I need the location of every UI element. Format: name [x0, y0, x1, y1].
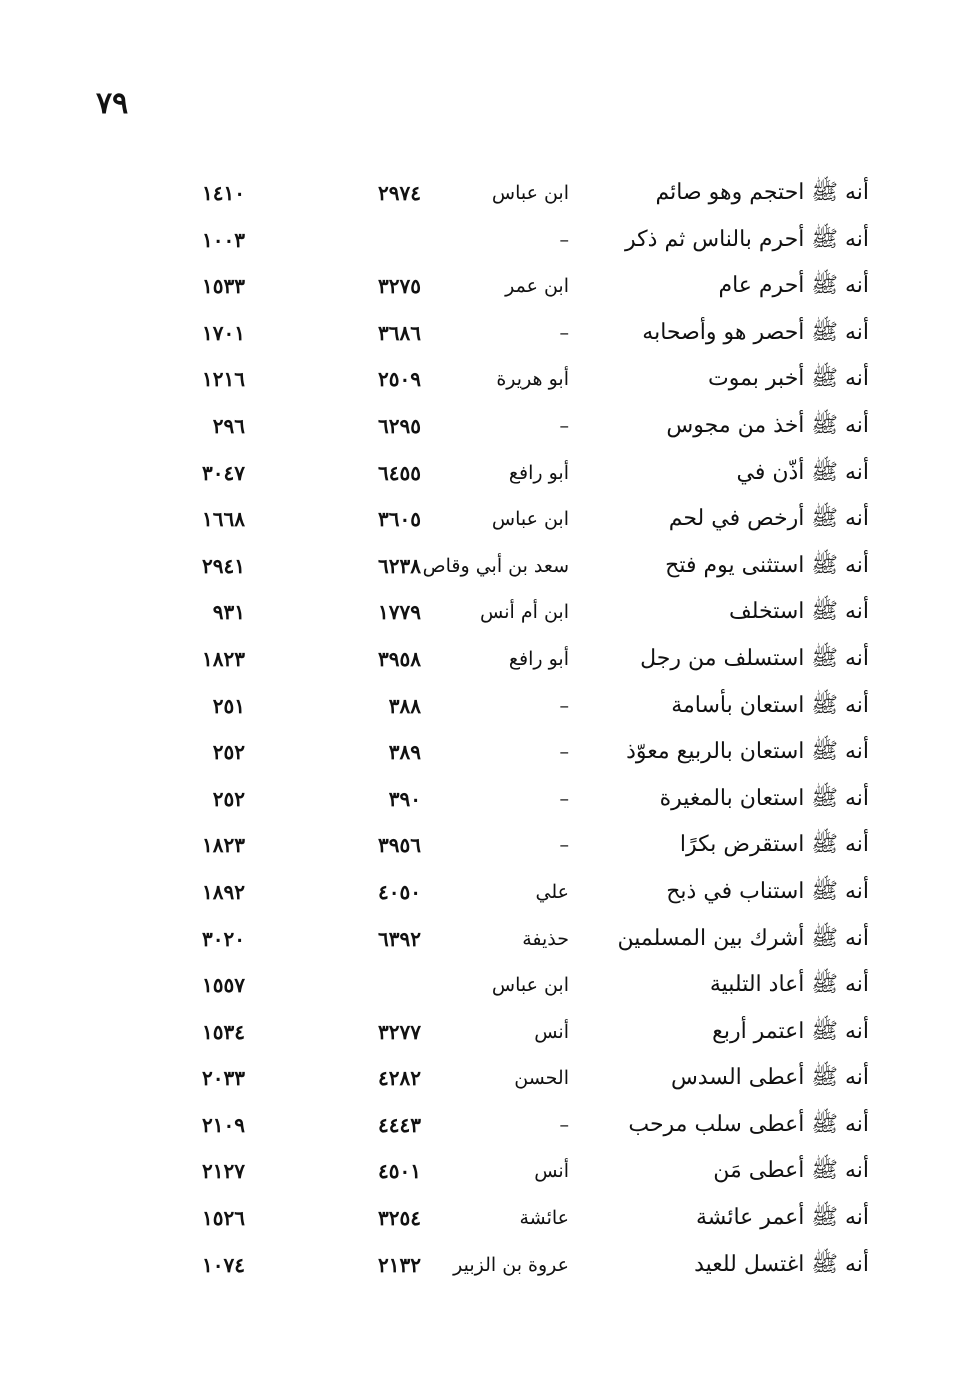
- page-reference: ٣٠٢٠: [202, 926, 245, 951]
- page-reference: ٢٩٤١: [202, 553, 245, 578]
- narrator-name: أبو رافع: [508, 461, 569, 484]
- hadith-text: أنه ﷺ اعتمر أربع: [712, 1018, 869, 1044]
- hadith-text: أنه ﷺ أخذ من مجوس: [666, 412, 869, 438]
- index-row: [0, 1055, 957, 1102]
- hadith-number: ٣٢٧٧: [378, 1019, 421, 1044]
- hadith-number: ٤٥٠١: [378, 1159, 421, 1184]
- page-reference: ٢٥١: [212, 693, 245, 718]
- narrator-name: حذيفة: [522, 927, 569, 950]
- index-row: [0, 403, 957, 450]
- hadith-number: ٣٦٨٦: [378, 320, 421, 345]
- narrator-name: أنس: [534, 1160, 569, 1183]
- narrator-name: –: [559, 321, 569, 344]
- index-row: [0, 1148, 957, 1195]
- index-row: [0, 1195, 957, 1242]
- page-reference: ٢٥٢: [212, 740, 245, 765]
- narrator-name: علي: [535, 880, 569, 903]
- hadith-text: أنه ﷺ أعمر عائشة: [695, 1205, 869, 1231]
- narrator-name: عروة بن الزبير: [453, 1253, 569, 1276]
- index-row: [0, 869, 957, 916]
- narrator-name: –: [559, 741, 569, 764]
- hadith-number: ٦٢٩٥: [378, 413, 421, 438]
- hadith-number: ٦٣٩٢: [378, 926, 421, 951]
- index-row: [0, 356, 957, 403]
- hadith-text: أنه ﷺ أرخص في لحم: [668, 506, 869, 532]
- page-reference: ٢٥٢: [212, 786, 245, 811]
- hadith-number: ٣٢٧٥: [378, 274, 421, 299]
- page-reference: ١٨٢٣: [202, 833, 245, 858]
- hadith-text: أنه ﷺ استعان بأسامة: [671, 692, 869, 718]
- index-row: [0, 683, 957, 730]
- page-reference: ١٤١٠: [202, 181, 245, 205]
- hadith-number: ٢٩٧٤: [378, 181, 421, 205]
- hadith-text: أنه ﷺ استقرض بكرًا: [679, 832, 869, 858]
- page-reference: ١٠٧٤: [202, 1252, 245, 1277]
- hadith-number: ١٧٧٩: [378, 600, 421, 625]
- hadith-text: أنه ﷺ أحصر هو وأصحابه: [642, 319, 869, 345]
- hadith-text: أنه ﷺ أعطى السدس: [670, 1065, 869, 1091]
- hadith-index-table: [0, 170, 957, 1288]
- hadith-text: أنه ﷺ أحرم بالناس ثم ذكر: [625, 226, 869, 252]
- page-reference: ١٠٠٣: [202, 227, 245, 252]
- narrator-name: –: [559, 694, 569, 717]
- index-row: [0, 636, 957, 683]
- page-reference: ٣٠٤٧: [202, 460, 245, 485]
- narrator-name: ابن عباس: [491, 974, 569, 997]
- narrator-name: أبو رافع: [508, 647, 569, 670]
- page-reference: ١٧٠١: [202, 320, 245, 345]
- index-row: [0, 589, 957, 636]
- hadith-text: أنه ﷺ أعاد التلبية: [709, 972, 869, 998]
- hadith-text: أنه ﷺ استسلف من رجل: [640, 645, 869, 671]
- hadith-number: ٦٤٥٥: [378, 460, 421, 485]
- index-row: [0, 217, 957, 264]
- narrator-name: –: [559, 1113, 569, 1136]
- index-row: [0, 496, 957, 543]
- index-row: [0, 776, 957, 823]
- hadith-text: أنه ﷺ أعطى مَن: [713, 1158, 869, 1184]
- page-reference: ١٥٥٧: [202, 973, 245, 998]
- page-reference: ١٨٢٣: [202, 646, 245, 671]
- hadith-text: أنه ﷺ استناب في ذبح: [666, 878, 869, 904]
- narrator-name: أبو هريرة: [496, 368, 569, 391]
- page-reference: ٢١٠٩: [202, 1112, 245, 1137]
- hadith-text: أنه ﷺ استعان بالمغيرة: [659, 785, 869, 811]
- narrator-name: ابن عباس: [491, 182, 569, 204]
- narrator-name: –: [559, 834, 569, 857]
- hadith-text: أنه ﷺ استعان بالربيع معوّذ: [626, 739, 869, 765]
- hadith-number: ٣٩٠: [388, 786, 421, 811]
- page-reference: ١٥٣٤: [202, 1019, 245, 1044]
- hadith-text: أنه ﷺ احتجم وهو صائم: [655, 180, 869, 205]
- index-row: [0, 450, 957, 497]
- index-row: [0, 543, 957, 590]
- index-row: [0, 1242, 957, 1289]
- page-reference: ١٦٦٨: [202, 507, 245, 532]
- page-reference: ٩٣١: [212, 600, 245, 625]
- hadith-number: ٤٤٤٣: [378, 1112, 421, 1137]
- narrator-name: ابن عباس: [491, 508, 569, 531]
- narrator-name: سعد بن أبي وقاص: [422, 554, 569, 577]
- hadith-text: أنه ﷺ أخبر بموت: [708, 366, 869, 392]
- page-reference: ٢٠٣٣: [202, 1066, 245, 1091]
- index-row: [0, 170, 957, 217]
- index-row: [0, 263, 957, 310]
- hadith-number: ٤٠٥٠: [378, 879, 421, 904]
- page-reference: ١٥٢٦: [202, 1206, 245, 1231]
- hadith-text: أنه ﷺ استثنى يوم فتح: [665, 552, 869, 578]
- page-reference: ١٥٣٣: [202, 274, 245, 299]
- hadith-text: أنه ﷺ أشرك بين المسلمين: [617, 925, 869, 951]
- narrator-name: أنس: [534, 1020, 569, 1043]
- hadith-number: ٣٢٥٤: [378, 1206, 421, 1231]
- hadith-text: أنه ﷺ أذّن في: [736, 459, 869, 485]
- page-reference: ١٢١٦: [202, 367, 245, 392]
- page-number: ٧٩: [96, 86, 129, 121]
- index-row: [0, 1102, 957, 1149]
- hadith-number: ٣٩٥٦: [378, 833, 421, 858]
- narrator-name: عائشة: [519, 1207, 569, 1230]
- page-reference: ٢١٢٧: [202, 1159, 245, 1184]
- hadith-number: ٣٨٨: [388, 693, 421, 718]
- narrator-name: –: [559, 787, 569, 810]
- hadith-number: ٣٦٠٥: [378, 507, 421, 532]
- hadith-number: ٤٢٨٢: [378, 1066, 421, 1091]
- index-row: [0, 822, 957, 869]
- narrator-name: ابن أم أنس: [480, 601, 569, 624]
- hadith-text: أنه ﷺ اغتسل للعيد: [694, 1251, 869, 1277]
- page-reference: ٢٩٦: [212, 413, 245, 438]
- hadith-number: ٦٢٣٨: [378, 553, 421, 578]
- index-row: [0, 729, 957, 776]
- narrator-name: ابن عمر: [505, 275, 569, 298]
- hadith-number: ٣٨٩: [388, 740, 421, 765]
- index-row: [0, 916, 957, 963]
- page-reference: ١٨٩٢: [202, 879, 245, 904]
- hadith-text: أنه ﷺ أحرم عام: [718, 273, 869, 299]
- hadith-text: أنه ﷺ أعطى سلب مرحب: [628, 1111, 869, 1137]
- index-row: [0, 310, 957, 357]
- index-row: [0, 1009, 957, 1056]
- hadith-text: أنه ﷺ استخلف: [728, 599, 869, 625]
- index-row: [0, 962, 957, 1009]
- hadith-number: ٣٩٥٨: [378, 646, 421, 671]
- narrator-name: الحسن: [514, 1067, 569, 1090]
- narrator-name: –: [559, 228, 569, 251]
- hadith-number: ٢٥٠٩: [378, 367, 421, 392]
- narrator-name: –: [559, 414, 569, 437]
- hadith-number: ٢١٣٢: [378, 1252, 421, 1277]
